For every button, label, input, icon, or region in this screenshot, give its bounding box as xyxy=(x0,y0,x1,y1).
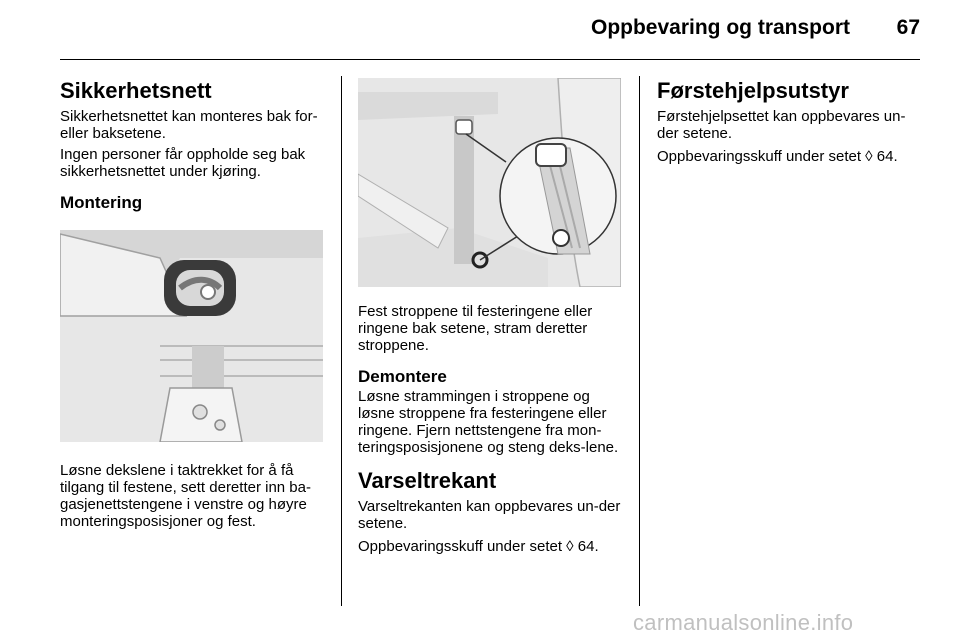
illustration-strap-ring xyxy=(358,78,621,287)
cross-reference: Oppbevaringsskuff under setet ◊ 64. xyxy=(657,148,898,165)
middle-column xyxy=(358,78,622,563)
page-header-title: Oppbevaring og transport xyxy=(590,16,850,39)
section-heading-forstehjelpsutstyr: Førstehjelpsutstyr xyxy=(657,78,849,103)
paragraph: Løsne strammingen i stroppene og løsne stroppene fra festeringene eller ringene. Fjern nettstengene fra mon-teringsposisjonene og steng deks-lene. xyxy=(358,388,619,456)
paragraph: Sikkerhetsnettet kan monteres bak for- eller baksetene. xyxy=(60,108,318,142)
header-divider xyxy=(60,59,920,60)
paragraph: Fest stroppene til festeringene eller ringene bak setene, stram deretter stroppene. xyxy=(358,303,593,354)
section-heading-sikkerhetsnett: Sikkerhetsnett xyxy=(60,78,212,103)
page-number: 67 xyxy=(896,16,920,39)
illustration-net-mount xyxy=(60,230,323,442)
paragraph: Ingen personer får oppholde seg bak sikkerhetsnettet under kjøring. xyxy=(60,146,306,180)
paragraph: Løsne dekslene i taktrekket for å få tilgang til festene, sett deretter inn ba-gasjenettstengene i venstre og høyre monteringsposisjoner og fest. xyxy=(60,462,311,530)
cross-reference: Oppbevaringsskuff under setet ◊ 64. xyxy=(358,538,599,555)
left-column xyxy=(60,78,326,538)
paragraph: Førstehjelpsettet kan oppbevares un-der setene. xyxy=(657,108,906,142)
section-heading-varseltrekant: Varseltrekant xyxy=(358,468,497,493)
column-divider-right xyxy=(639,76,640,606)
watermark-text: carmanualsonline.info xyxy=(633,610,854,635)
paragraph: Varseltrekanten kan oppbevares un-der setene. xyxy=(358,498,621,532)
subheading-demontere: Demontere xyxy=(358,367,447,386)
right-column xyxy=(657,78,923,173)
column-divider-left xyxy=(341,76,342,606)
subheading-montering: Montering xyxy=(60,193,143,212)
